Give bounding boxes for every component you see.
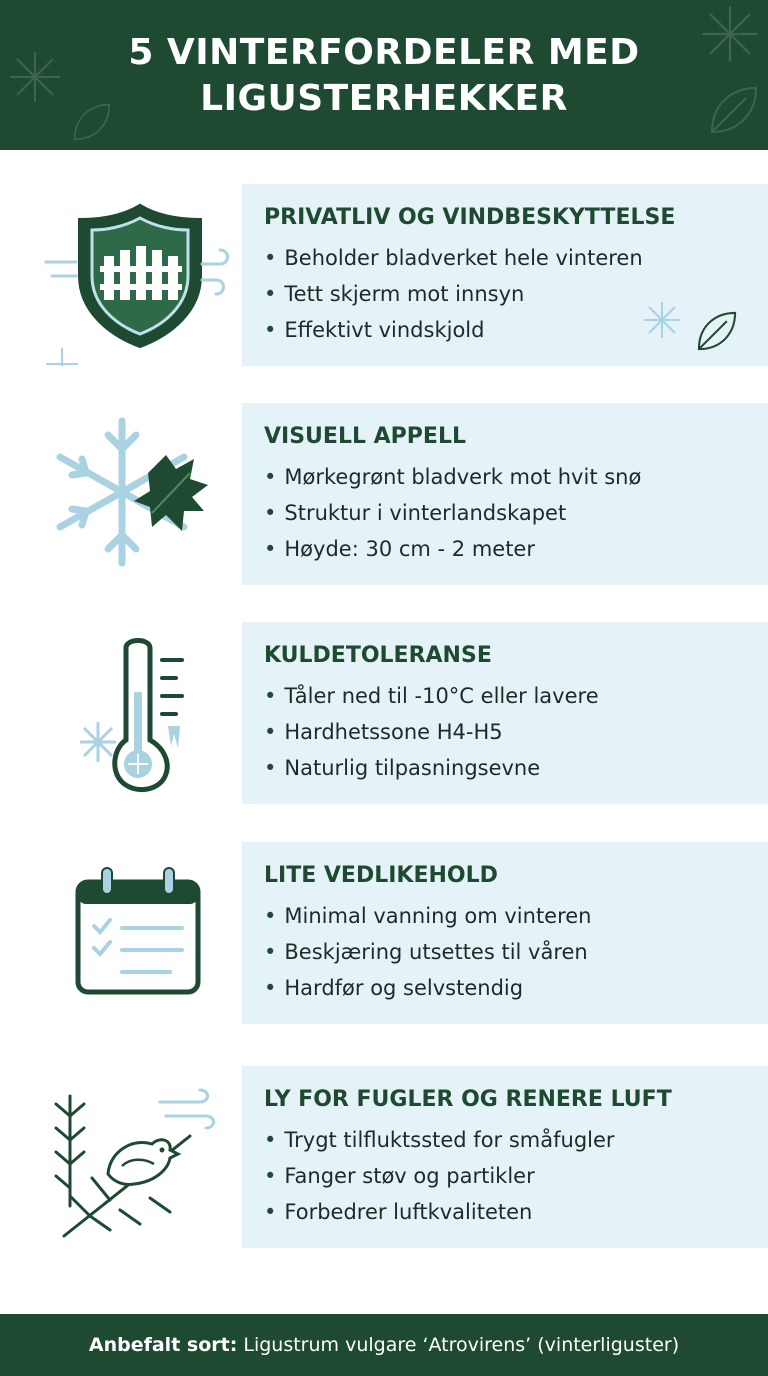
card-birds-air [242, 1066, 768, 1248]
list-item: • Beholder bladverket hele vinteren [264, 246, 643, 270]
list-item: • Trygt tilfluktssted for småfugler [264, 1128, 615, 1152]
footer-label: Anbefalt sort: [88, 1334, 238, 1356]
section-birds-air [0, 1066, 768, 1248]
list-item: • Tett skjerm mot innsyn [264, 282, 525, 306]
list-item: • Minimal vanning om vinteren [264, 904, 592, 928]
footer-text: Ligustrum vulgare ‘Atrovirens’ (vinterliguster) [237, 1334, 680, 1356]
thermometer-icon [30, 622, 230, 804]
page-title: 5 VINTERFORDELER MED LIGUSTERHEKKER [128, 32, 640, 119]
section-cold-tolerance [0, 622, 768, 804]
list-item: • Mørkegrønt bladverk mot hvit snø [264, 465, 642, 489]
list-item: • Struktur i vinterlandskapet [264, 501, 567, 525]
list-item: • Hardfør og selvstendig [264, 976, 524, 1000]
list-item: • Høyde: 30 cm - 2 meter [264, 537, 535, 561]
list-item: • Hardhetssone H4-H5 [264, 720, 503, 744]
section-title: LY FOR FUGLER OG RENERE LUFT [264, 1087, 672, 1112]
list-item: • Effektivt vindskjold [264, 318, 485, 342]
shield-fence-wind-icon [30, 184, 230, 366]
section-title: LITE VEDLIKEHOLD [264, 863, 498, 888]
section-visual-appeal [0, 403, 768, 585]
list-item: • Tåler ned til -10°C eller lavere [264, 684, 599, 708]
section-maintenance [0, 842, 768, 1024]
header-banner [0, 0, 768, 150]
footer-recommendation [0, 1314, 768, 1376]
section-title: VISUELL APPELL [264, 424, 466, 449]
card-visual-appeal [242, 403, 768, 585]
snowflake-icon [642, 300, 682, 340]
card-maintenance [242, 842, 768, 1024]
section-privacy [0, 184, 768, 366]
card-cold-tolerance [242, 622, 768, 804]
card-privacy [242, 184, 768, 366]
section-title: KULDETOLERANSE [264, 643, 492, 668]
section-title: PRIVATLIV OG VINDBESKYTTELSE [264, 205, 676, 230]
bird-branch-icon [30, 1066, 230, 1248]
list-item: • Beskjæring utsettes til våren [264, 940, 588, 964]
list-item: • Forbedrer luftkvaliteten [264, 1200, 533, 1224]
list-item: • Naturlig tilpasningsevne [264, 756, 541, 780]
snowflake-holly-icon [30, 403, 230, 585]
leaf-icon [694, 308, 740, 354]
list-item: • Fanger støv og partikler [264, 1164, 535, 1188]
calendar-checklist-icon [30, 842, 230, 1024]
